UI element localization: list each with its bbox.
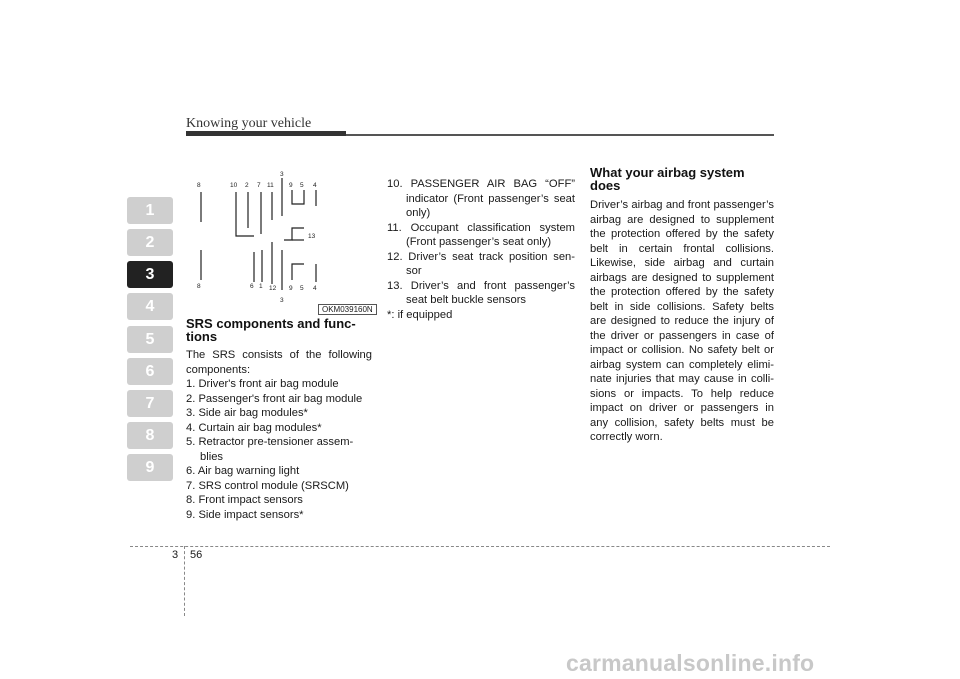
srs-heading-line2: tions — [186, 329, 218, 344]
footer-vertical-rule — [184, 546, 185, 616]
srs-components-section — [186, 317, 372, 522]
list-item: 13. Driver’s and front passenger’s seat belt buckle sensors — [387, 279, 575, 306]
diagram-label: 13 — [308, 233, 316, 240]
diagram-label: 5 — [300, 285, 304, 292]
footer-rule — [130, 546, 830, 547]
page-header-title: Knowing your vehicle — [186, 116, 312, 131]
airbag-system-section — [590, 166, 774, 445]
chapter-tab-2[interactable]: 2 — [127, 229, 173, 256]
list-item: 7. SRS control module (SRSCM) — [186, 479, 349, 492]
footer-chapter-number: 3 — [172, 549, 179, 561]
diagram-label: 4 — [313, 182, 317, 189]
diagram-label: 3 — [280, 297, 284, 304]
chapter-tab-1[interactable]: 1 — [127, 197, 173, 224]
footer-page-number: 56 — [190, 549, 203, 561]
chapter-tab-8[interactable]: 8 — [127, 422, 173, 449]
srs-intro: The SRS consists of the following components: — [186, 349, 372, 376]
srs-diagram — [186, 168, 376, 312]
list-item: 4. Curtain air bag modules* — [186, 421, 322, 434]
srs-components-continued — [387, 177, 575, 322]
chapter-tab-5[interactable]: 5 — [127, 326, 173, 353]
diagram-label: 9 — [289, 285, 293, 292]
chapter-tab-6[interactable]: 6 — [127, 358, 173, 385]
list-item: 1. Driver's front air bag module — [186, 378, 339, 390]
footnote: *: if equipped — [387, 308, 453, 321]
list-item: 3. Side air bag modules* — [186, 407, 308, 419]
airbag-paragraph: Driver’s airbag and front passenger’s airbag are designed to supplement the protection offered by the safety belt in certain frontal collisions. Likewise, side airbag and curtain airbags are designed to supplement the protection offered by the safety belt in side collisions. Safety belts are designed to reduce the injury of the driver or passengers in case of impact or collision. No safety belt or airbag system can completely elimi-nate injuries that may cause in colli-sions or impacts. To help reduce impact on driver or passengers in any collision, safety belts must be correctly worn. — [590, 199, 774, 443]
diagram-label: 8 — [197, 283, 201, 290]
list-item: 5. Retractor pre-tensioner assem-blies — [186, 436, 354, 463]
chapter-tab-4[interactable]: 4 — [127, 293, 173, 320]
diagram-code: OKM039160N — [318, 304, 377, 315]
list-item: 8. Front impact sensors — [186, 494, 303, 506]
list-item: 11. Occupant classification system (Front passenger’s seat only) — [387, 221, 575, 248]
list-item: 12. Driver’s seat track position sen-sor — [387, 250, 575, 277]
diagram-label: 8 — [197, 182, 201, 189]
airbag-heading: What your airbag system does — [590, 165, 745, 193]
srs-heading-line1: SRS components and func- — [186, 316, 356, 331]
list-item: 6. Air bag warning light — [186, 465, 300, 477]
diagram-label: 1 — [259, 283, 263, 290]
diagram-label: 7 — [257, 182, 261, 189]
header-rule-accent — [186, 131, 346, 136]
list-item: 9. Side impact sensors* — [186, 508, 304, 521]
diagram-label: 6 — [250, 283, 254, 290]
diagram-label: 12 — [269, 285, 277, 292]
diagram-label: 9 — [289, 182, 293, 189]
diagram-label: 3 — [280, 171, 284, 178]
diagram-label: 10 — [230, 182, 238, 189]
diagram-label: 11 — [267, 182, 274, 189]
list-item: 10. PASSENGER AIR BAG “OFF” indicator (Front passenger’s seat only) — [387, 178, 575, 219]
chapter-tab-7[interactable]: 7 — [127, 390, 173, 417]
diagram-label: 4 — [313, 285, 317, 292]
chapter-tab-3[interactable]: 3 — [127, 261, 173, 288]
diagram-label: 5 — [300, 182, 304, 189]
list-item: 2. Passenger's front air bag module — [186, 392, 363, 405]
chapter-tab-9[interactable]: 9 — [127, 454, 173, 481]
watermark: carmanualsonline.info — [566, 650, 815, 676]
diagram-label: 2 — [245, 182, 249, 189]
